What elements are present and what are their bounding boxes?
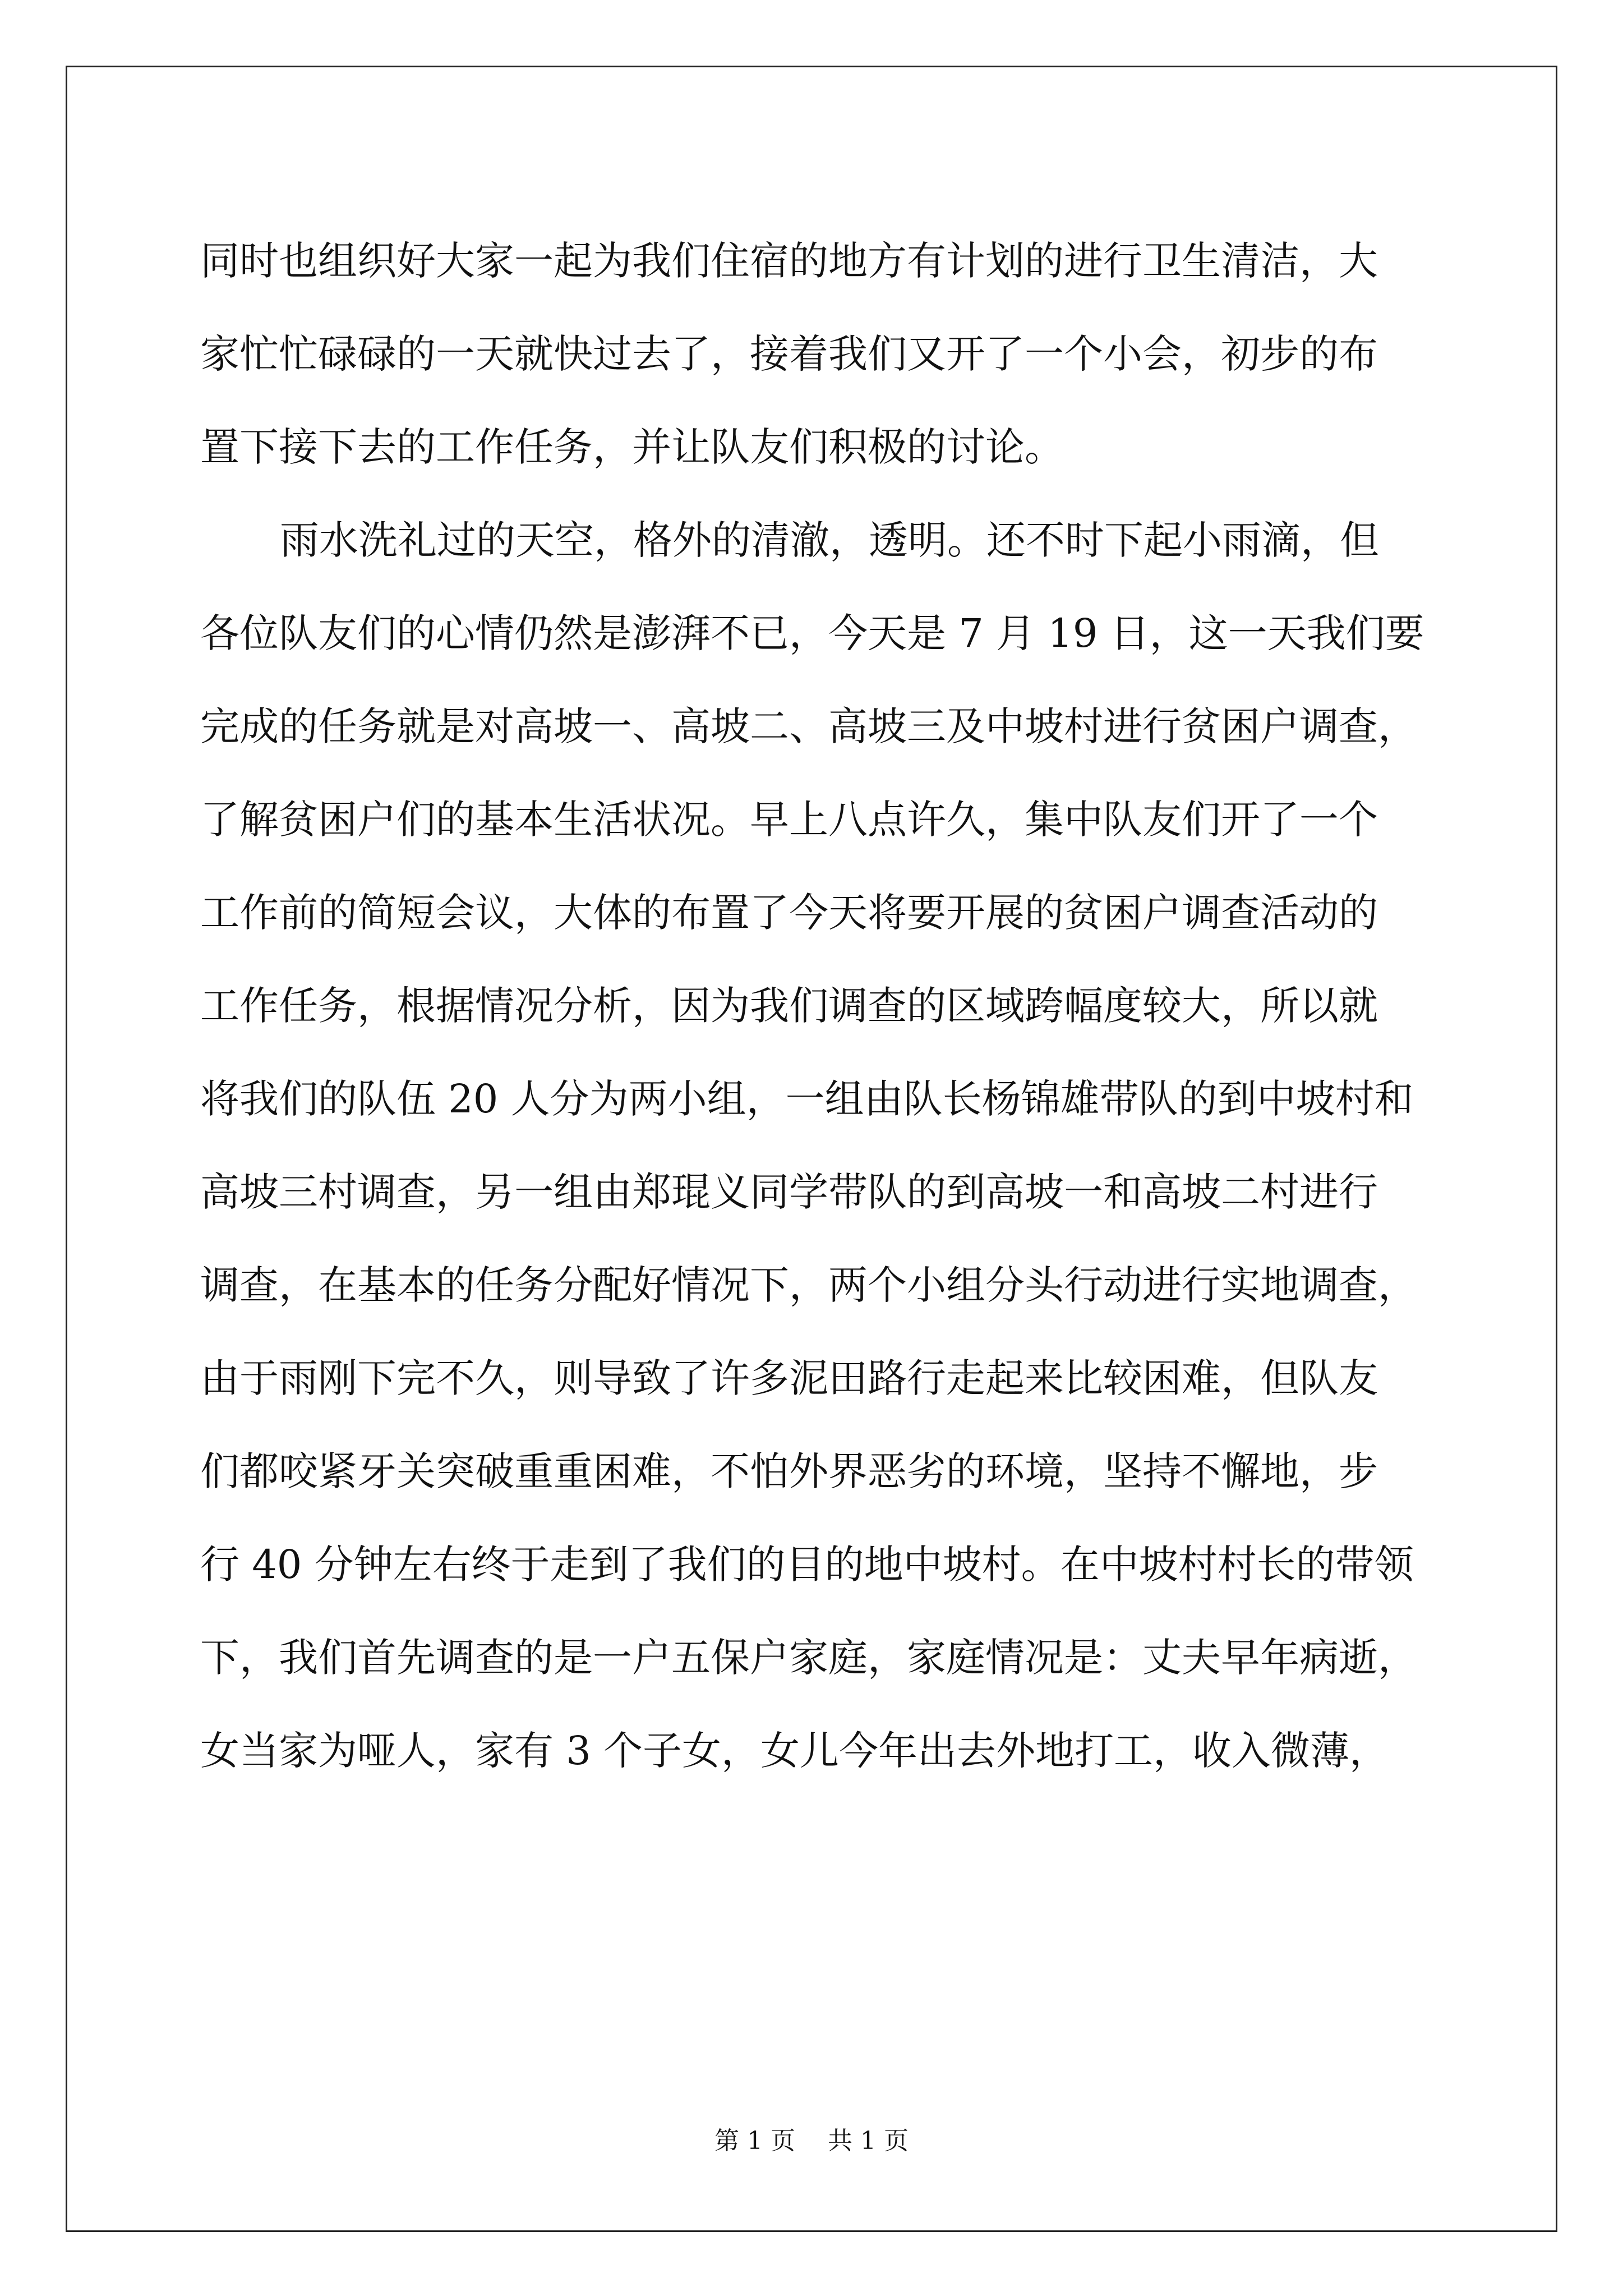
text-line-8: 工作前的简短会议，大体的布置了今天将要开展的贫困户调查活动的 <box>200 890 1378 936</box>
document-body <box>200 214 1451 1797</box>
text-line-5: 各位队友们的心情仍然是澎湃不已，今天是 7 月 19 日，这一天我们要 <box>200 610 1424 656</box>
text-line-13: 由于雨刚下完不久，则导致了许多泥田路行走起来比较困难，但队友 <box>200 1355 1378 1401</box>
text-line-14: 们都咬紧牙关突破重重困难，不怕外界恶劣的环境，坚持不懈地，步 <box>200 1448 1378 1494</box>
text-line-16: 下，我们首先调查的是一户五保户家庭，家庭情况是：丈夫早年病逝， <box>200 1635 1417 1681</box>
text-line-9: 工作任务，根据情况分析，因为我们调查的区域跨幅度较大，所以就 <box>200 983 1378 1029</box>
text-line-4: 雨水洗礼过的天空，格外的清澈，透明。还不时下起小雨滴，但 <box>280 517 1379 563</box>
text-line-15: 行 40 分钟左右终于走到了我们的目的地中坡村。在中坡村村长的带领 <box>200 1542 1414 1588</box>
text-line-7: 了解贫困户们的基本生活状况。早上八点许久，集中队友们开了一个 <box>200 797 1378 843</box>
text-line-2: 家忙忙碌碌的一天就快过去了，接着我们又开了一个小会，初步的布 <box>200 331 1378 377</box>
page-footer <box>0 2120 1623 2156</box>
text-line-3: 置下接下去的工作任务，并让队友们积极的讨论。 <box>200 424 1064 470</box>
page-total: 共 1 页 <box>828 2127 909 2155</box>
text-line-17: 女当家为哑人，家有 3 个子女，女儿今年出去外地打工，收入微薄， <box>200 1728 1389 1774</box>
text-line-6: 完成的任务就是对高坡一、高坡二、高坡三及中坡村进行贫困户调查， <box>200 703 1417 749</box>
text-line-1: 同时也组织好大家一起为我们住宿的地方有计划的进行卫生清洁，大 <box>200 238 1378 284</box>
text-line-10: 将我们的队伍 20 人分为两小组，一组由队长杨锦雄带队的到中坡村和 <box>200 1076 1414 1122</box>
text-line-12: 调查，在基本的任务分配好情况下，两个小组分头行动进行实地调查， <box>200 1262 1417 1308</box>
text-line-11: 高坡三村调查，另一组由郑琨义同学带队的到高坡一和高坡二村进行 <box>200 1169 1378 1215</box>
page-number: 第 1 页 <box>714 2127 795 2155</box>
